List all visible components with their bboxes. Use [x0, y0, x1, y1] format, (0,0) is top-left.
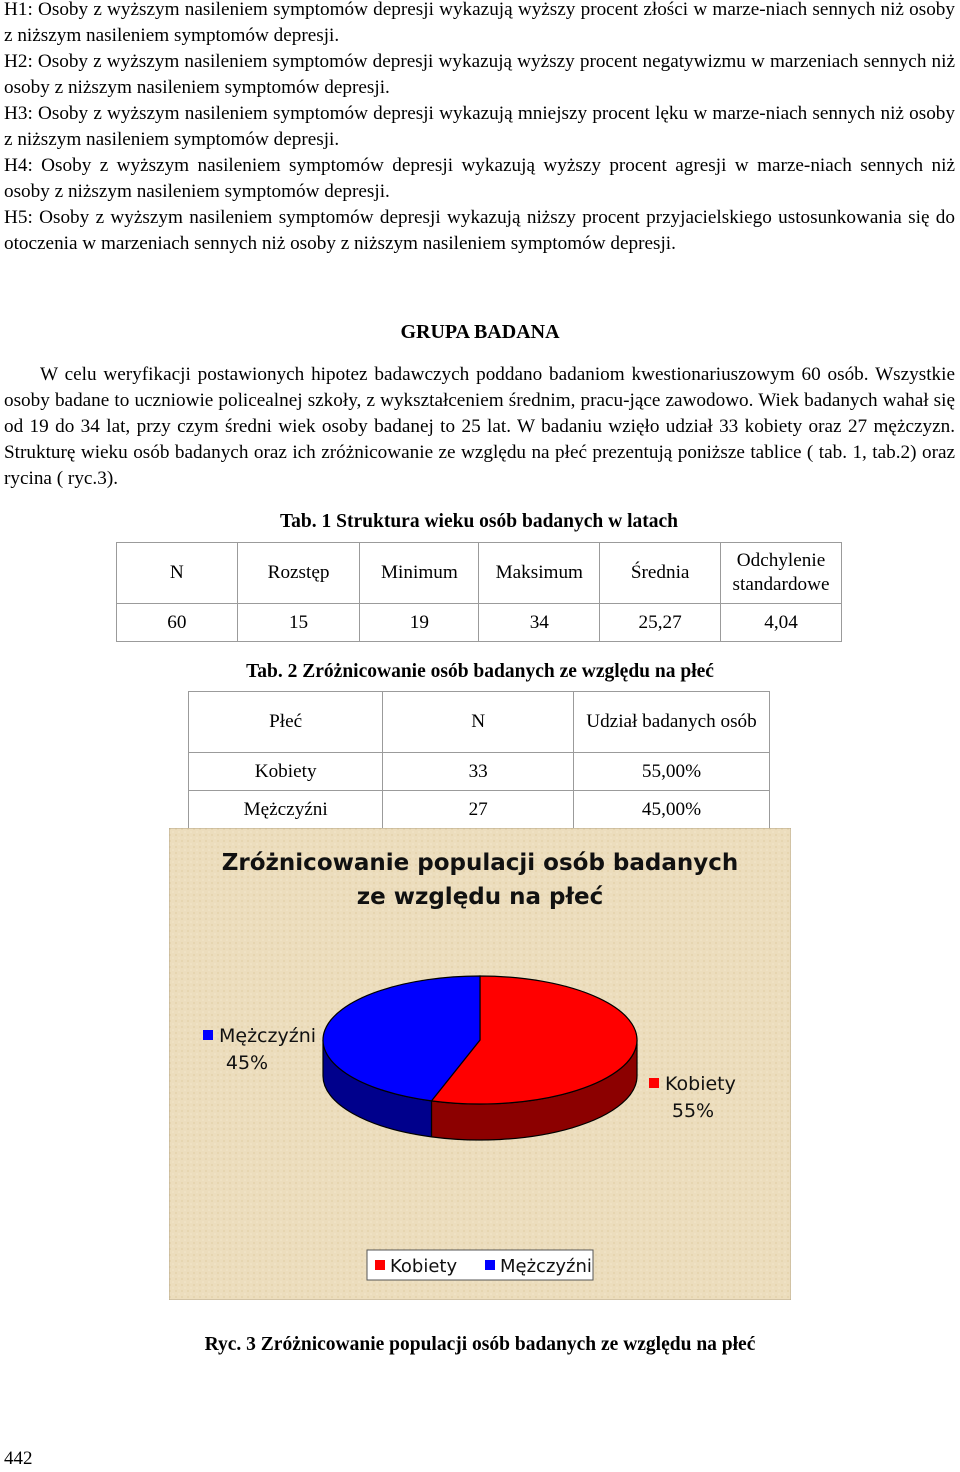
data-label-category: Mężczyźni: [219, 1025, 317, 1047]
table2-cell: Mężczyźni: [189, 791, 383, 829]
page-number: 442: [4, 1448, 33, 1469]
legend-label: Kobiety: [390, 1256, 458, 1277]
hypothesis-h2: H2: Osoby z wyższym nasileniem symptomów depresji wykazują wyższy procent negatywizmu w marzeniach sennych niż osoby z niższym nasileniem symptomów depresji.: [4, 51, 955, 98]
legend-swatch: [485, 1260, 495, 1270]
gender-table: [188, 691, 770, 829]
table2-cell: 45,00%: [574, 791, 770, 829]
table2-header-cell: Udział badanych osób: [574, 692, 770, 753]
data-label-category: Kobiety: [665, 1073, 736, 1095]
legend-swatch: [375, 1260, 385, 1270]
table1-cell: 60: [117, 604, 238, 642]
table2-cell: 55,00%: [574, 753, 770, 791]
table2-caption: Tab. 2 Zróżnicowanie osób badanych ze względu na płeć: [246, 661, 714, 682]
table1-header-cell: Odchylenie standardowe: [721, 543, 842, 604]
hypotheses-block: [4, 0, 955, 257]
table2-row: [189, 753, 770, 791]
table1-header-cell: Minimum: [360, 543, 479, 604]
intro-paragraph: W celu weryfikacji postawionych hipotez badawczych poddano badaniom kwestionariuszowym 60 osób. Wszystkie osoby badane to uczniowie policealnej szkoły, z wykształceniem średnim, pracu-jące zawodowo. Wiek badanych wahał się od 19 do 34 lat, przy czym średni wiek osoby badanej to 25 lat. W badaniu wzięło udział 33 kobiety oraz 27 mężczyzn. Strukturę wieku osób badanych oraz ich zróżnicowanie ze względu na płeć prezentują poniższe tablice ( tab. 1, tab.2) oraz rycina ( ryc.3).: [4, 364, 955, 489]
table1-header-cell: Maksimum: [479, 543, 600, 604]
chart-title-line: ze względu na płeć: [356, 884, 604, 910]
chart-legend: [367, 1250, 593, 1280]
hypothesis-h4: H4: Osoby z wyższym nasileniem symptomów depresji wykazują wyższy procent agresji w marze-niach sennych niż osoby z niższym nasileniem symptomów depresji.: [4, 155, 955, 202]
table1-caption: Tab. 1 Struktura wieku osób badanych w latach: [279, 511, 679, 532]
table2-row: [189, 791, 770, 829]
data-label-value: 55%: [671, 1100, 715, 1122]
age-structure-table: [116, 542, 842, 642]
data-label-marker: [203, 1030, 213, 1040]
gender-pie-chart: [169, 828, 791, 1300]
chart-title-line: Zróżnicowanie populacji osób badanych: [221, 850, 739, 876]
data-label-value: 45%: [225, 1052, 269, 1074]
table1-header-cell: Rozstęp: [237, 543, 360, 604]
table1-cell: 15: [237, 604, 360, 642]
section-title: GRUPA BADANA: [400, 321, 560, 343]
hypothesis-h1: H1: Osoby z wyższym nasileniem symptomów depresji wykazują wyższy procent złości w marze-niach sennych niż osoby z niższym nasileniem symptomów depresji.: [4, 0, 955, 46]
table2-header-cell: Płeć: [189, 692, 383, 753]
table1-header-cell: Średnia: [600, 543, 721, 604]
data-label-marker: [649, 1078, 659, 1088]
table2-header-row: [189, 692, 770, 753]
table1-cell: 19: [360, 604, 479, 642]
table1-cell: 34: [479, 604, 600, 642]
table1-data-row: [117, 604, 842, 642]
hypothesis-h5: H5: Osoby z wyższym nasileniem symptomów depresji wykazują niższy procent przyjacielskiego ustosunkowania się do otoczenia w marzeniach sennych niż osoby z niższym nasileniem symptomów depresji.: [4, 207, 955, 254]
table2-cell: 33: [383, 753, 574, 791]
table1-header-cell: N: [117, 543, 238, 604]
table2-cell: Kobiety: [189, 753, 383, 791]
table1-cell: 25,27: [600, 604, 721, 642]
hypothesis-h3: H3: Osoby z wyższym nasileniem symptomów depresji wykazują mniejszy procent lęku w marze-niach sennych niż osoby z niższym nasileniem symptomów depresji.: [4, 103, 955, 150]
table1-cell: 4,04: [721, 604, 842, 642]
legend-label: Mężczyźni: [500, 1256, 592, 1277]
table1-header-row: [117, 543, 842, 604]
table2-cell: 27: [383, 791, 574, 829]
pie-chart-svg: [169, 828, 791, 1300]
figure-caption: Ryc. 3 Zróżnicowanie populacji osób badanych ze względu na płeć: [204, 1334, 756, 1355]
table2-header-cell: N: [383, 692, 574, 753]
